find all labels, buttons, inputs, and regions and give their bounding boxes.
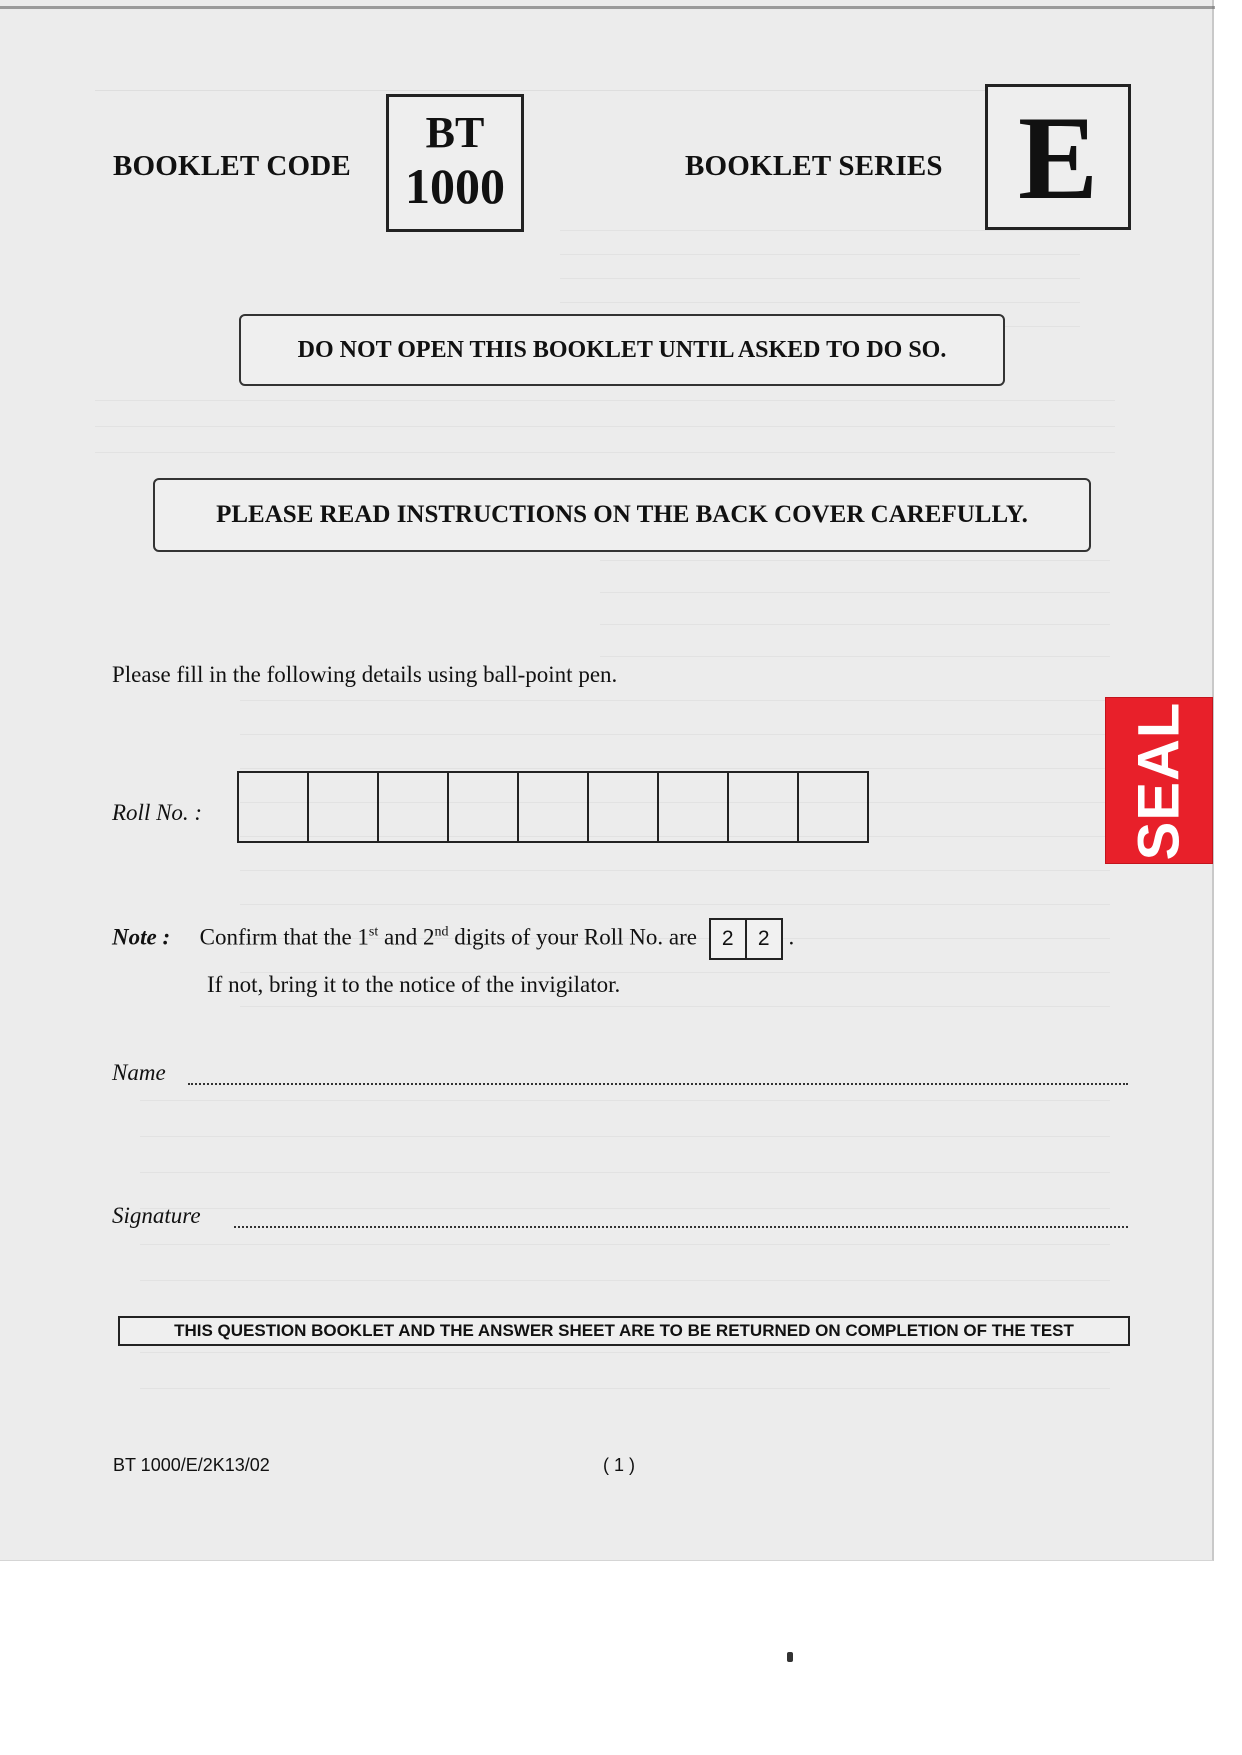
note-line [112,918,794,960]
roll-digit-box-1: 2 [709,918,747,960]
roll-no-cell[interactable] [797,773,867,841]
booklet-code-line2: 1000 [405,158,505,214]
roll-no-label: Roll No. : [112,800,203,825]
roll-no-cell[interactable] [727,773,797,841]
seal-text: SEAL [1126,701,1192,860]
seal-sticker [1105,697,1213,864]
roll-no-cell[interactable] [307,773,377,841]
show-through-line [95,90,1105,92]
roll-no-cell[interactable] [657,773,727,841]
scan-speck [787,1652,793,1662]
note-line-2: If not, bring it to the notice of the invigilator. [207,972,621,997]
note-text-b: and 2 [378,924,435,950]
do-not-open-notice: DO NOT OPEN THIS BOOKLET UNTIL ASKED TO DO SO. [239,314,1005,386]
fill-instruction: Please fill in the following details using ball-point pen. [112,662,618,687]
roll-no-cell[interactable] [239,773,307,841]
booklet-series-label: BOOKLET SERIES [685,150,943,182]
page-number: ( 1 ) [603,1455,636,1475]
roll-no-cell[interactable] [587,773,657,841]
roll-no-cell[interactable] [517,773,587,841]
roll-no-grid[interactable] [237,771,869,843]
signature-field[interactable] [234,1226,1128,1228]
show-through-text-block [140,1100,1110,1410]
roll-digit-box-2: 2 [747,918,783,960]
show-through-text-block [600,560,1110,670]
note-text-c: digits of your Roll No. are [448,924,697,950]
note-text-a: Confirm that the 1 [199,924,369,950]
name-field[interactable] [188,1083,1128,1085]
note-sup-1: st [368,924,379,940]
roll-no-cell[interactable] [447,773,517,841]
note-period: . [788,924,795,950]
booklet-code-box [386,94,524,232]
signature-label: Signature [112,1203,201,1228]
roll-no-cell[interactable] [377,773,447,841]
booklet-series-box: E [985,84,1131,230]
note-label: Note : [112,924,171,950]
footer-code: BT 1000/E/2K13/02 [113,1455,270,1475]
booklet-code-line1: BT [425,108,485,157]
note-sup-2: nd [434,924,449,940]
scan-edge-line [0,6,1215,9]
return-notice: THIS QUESTION BOOKLET AND THE ANSWER SHEET ARE TO BE RETURNED ON COMPLETION OF THE TEST [118,1316,1130,1346]
booklet-code-label: BOOKLET CODE [113,150,351,182]
show-through-text-block [95,400,1115,460]
name-label: Name [112,1060,166,1085]
read-instructions-notice: PLEASE READ INSTRUCTIONS ON THE BACK COVER CAREFULLY. [153,478,1091,552]
